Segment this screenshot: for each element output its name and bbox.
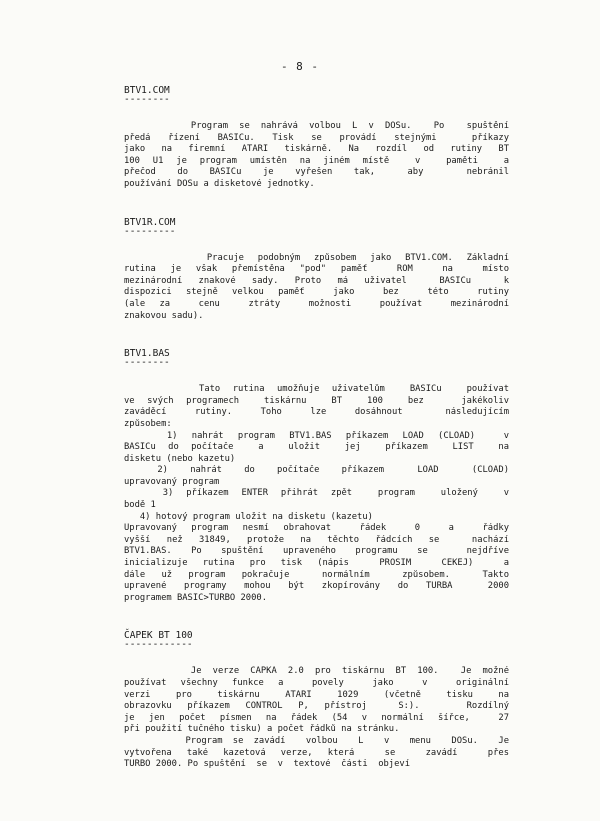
text-line: Program se zavádí volbou L v menu DOSu. Je (124, 735, 509, 746)
text-line: upravené programy mohou být zkopírovány do TURBA 2000 (124, 581, 509, 592)
text-line: přečod do BASICu je vyřešen tak, aby nebránil (124, 167, 509, 178)
section (124, 348, 509, 604)
text-line: programem BASIC>TURBO 2000. (124, 592, 267, 603)
text-line: 100 U1 je program umístěn na jiném místě v paměti a (124, 155, 509, 166)
heading-underline: -------- (124, 357, 170, 369)
text-line: 3) příkazem ENTER přihrát zpět program uložený v (124, 488, 509, 499)
section (124, 85, 509, 191)
text-line: Program se nahrává volbou L v DOSu. Po spuštění (124, 121, 509, 131)
section-paragraph (124, 384, 509, 604)
text-line: 4) hotový program uložit na disketu (kazetu) (124, 511, 373, 522)
text-line: (ale za cenu ztráty možnosti používat mezinárodní (124, 298, 509, 309)
text-line: obrazovku příkazem CONTROL P, přístroj S:). Rozdílný (124, 701, 509, 712)
text-line: používání DOSu a disketové jednotky. (124, 178, 315, 189)
text-line: Pracuje podobným způsobem jako BTV1.COM. Základní (124, 252, 509, 263)
section-heading: ČAPEK BT 100 (124, 630, 193, 642)
section-heading: BTV1.BAS (124, 348, 170, 360)
text-line: 2) nahrát do počítače příkazem LOAD (CLOAD) (124, 465, 509, 476)
text-line: Tato rutina umožňuje uživatelům BASICu používat (124, 384, 509, 395)
text-line: BTV1.BAS. Po spuštění upraveného programu se nejdříve (124, 546, 509, 557)
section (124, 217, 509, 323)
text-line: vytvořena také kazetová verze, která se zavádí přes (124, 747, 509, 758)
text-line: 1) nahrát program BTV1.BAS příkazem LOAD (CLOAD) v (124, 430, 509, 441)
text-line: Upravovaný program nesmí obrahovat řádek 0 a řádky (124, 523, 509, 534)
text-line: při použití tučného tisku) a počet řádků na stránku. (124, 724, 400, 735)
page-number: - 8 - (280, 60, 320, 73)
document-body (124, 80, 509, 797)
section-paragraph (124, 666, 509, 770)
text-line: disketu (nebo kazetu) (124, 453, 236, 464)
text-line: BASICu do počítače a uložit jej příkazem LIST na (124, 442, 509, 453)
text-line: zaváděcí rutiny. Toho lze dosáhnout následujícím (124, 407, 509, 418)
text-line: rutina je však přemístěna "pod" paměť ROM na místo (124, 264, 509, 275)
text-line: znakovou sadu). (124, 310, 204, 321)
text-line: ve svých programech tiskárnu BT 100 bez jakékoliv (124, 395, 509, 406)
section-paragraph (124, 121, 509, 191)
text-line: mezinárodní znakové sady. Proto má uživatel BASICu k (124, 275, 509, 286)
text-line: vyšší než 31849, protože na těchto řádcích se nachází (124, 534, 509, 545)
text-line: TURBO 2000. Po spuštění se v textové části objeví (124, 759, 410, 770)
text-line: používat všechny funkce a povely jako v originální (124, 678, 509, 688)
text-line: je jen počet písmen na řádek (54 v normální šířce, 27 (124, 712, 509, 723)
heading-underline: ------------ (124, 639, 193, 651)
text-line: dále už program pokračuje normálním způsobem. Takto (124, 569, 509, 580)
section-heading: BTV1R.COM (124, 216, 176, 228)
section-paragraph (124, 253, 509, 323)
text-line: verzi pro tiskárnu ATARI 1029 (včetně tisku na (124, 689, 509, 700)
text-line: dispozici stejně velkou paměť jako bez této rutiny (124, 287, 509, 298)
text-line: inicializuje rutina pro tisk (nápis PROSÍM ČEKEJ) a (124, 558, 509, 569)
heading-underline: --------- (124, 225, 176, 237)
text-line: způsobem: (124, 418, 172, 429)
text-line: předá řízení BASICu. Tisk se provádí stejnými příkazy (124, 132, 509, 143)
text-line: bodě 1 (124, 500, 156, 511)
section (124, 630, 509, 770)
text-line: upravovaný program (124, 476, 220, 487)
text-line: Je verze ČAPKA 2.0 pro tiskárnu BT 100. Je možné (124, 666, 509, 677)
text-line: jako na firemní ATARI tiskárně. Na rozdíl od rutiny BT (124, 144, 509, 155)
heading-underline: -------- (124, 94, 170, 105)
section-heading: BTV1.COM (124, 85, 170, 96)
